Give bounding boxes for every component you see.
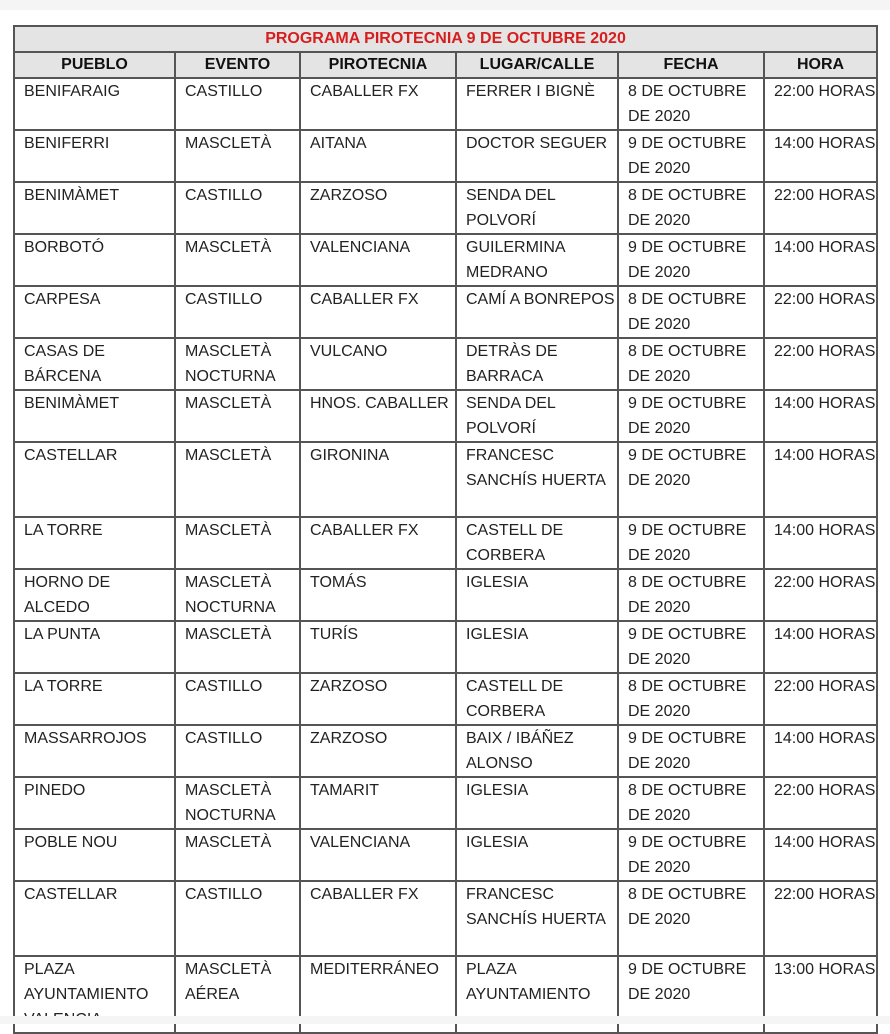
table-row xyxy=(14,517,877,569)
cell-pirotecnia: CABALLER FX xyxy=(300,881,456,956)
cell-evento: CASTILLO xyxy=(175,881,300,956)
cell-pirotecnia: VALENCIANA xyxy=(300,234,456,286)
cell-fecha: 8 DE OCTUBRE DE 2020 xyxy=(618,78,764,130)
table-row xyxy=(14,234,877,286)
cell-pirotecnia: GIRONINA xyxy=(300,442,456,517)
cell-evento: CASTILLO xyxy=(175,286,300,338)
cell-pirotecnia: AITANA xyxy=(300,130,456,182)
cell-pueblo: BENIMÀMET xyxy=(14,390,175,442)
cell-hora: 22:00 HORAS xyxy=(764,569,877,621)
table-row xyxy=(14,286,877,338)
cell-fecha: 9 DE OCTUBRE DE 2020 xyxy=(618,956,764,1033)
table-row xyxy=(14,390,877,442)
cell-pueblo: BENIFARAIG xyxy=(14,78,175,130)
cell-fecha: 8 DE OCTUBRE DE 2020 xyxy=(618,286,764,338)
cell-pueblo: MASSARROJOS xyxy=(14,725,175,777)
cell-hora: 14:00 HORAS xyxy=(764,829,877,881)
cell-evento: MASCLETÀ xyxy=(175,390,300,442)
table-title: PROGRAMA PIROTECNIA 9 DE OCTUBRE 2020 xyxy=(14,26,877,52)
cell-evento: MASCLETÀ NOCTURNA xyxy=(175,777,300,829)
cell-lugar: IGLESIA xyxy=(456,777,618,829)
header-row xyxy=(14,52,877,78)
cell-hora: 14:00 HORAS xyxy=(764,390,877,442)
cell-hora: 22:00 HORAS xyxy=(764,338,877,390)
cell-fecha: 8 DE OCTUBRE DE 2020 xyxy=(618,569,764,621)
table-row xyxy=(14,829,877,881)
cell-pirotecnia: ZARZOSO xyxy=(300,673,456,725)
cell-fecha: 8 DE OCTUBRE DE 2020 xyxy=(618,338,764,390)
cell-lugar: FRANCESC SANCHÍS HUERTA xyxy=(456,881,618,956)
cell-lugar: SENDA DEL POLVORÍ xyxy=(456,390,618,442)
cell-pueblo: LA PUNTA xyxy=(14,621,175,673)
cell-hora: 22:00 HORAS xyxy=(764,881,877,956)
cell-pueblo: HORNO DE ALCEDO xyxy=(14,569,175,621)
cell-pueblo: LA TORRE xyxy=(14,517,175,569)
cell-hora: 14:00 HORAS xyxy=(764,725,877,777)
cell-pirotecnia: CABALLER FX xyxy=(300,78,456,130)
cell-evento: MASCLETÀ NOCTURNA xyxy=(175,338,300,390)
cell-evento: MASCLETÀ xyxy=(175,130,300,182)
fireworks-schedule-table xyxy=(13,25,878,1034)
cell-pirotecnia: ZARZOSO xyxy=(300,182,456,234)
table-row xyxy=(14,673,877,725)
column-header-evento: EVENTO xyxy=(175,52,300,78)
cell-fecha: 8 DE OCTUBRE DE 2020 xyxy=(618,777,764,829)
cell-pueblo: PINEDO xyxy=(14,777,175,829)
cell-evento: CASTILLO xyxy=(175,725,300,777)
column-header-pueblo: PUEBLO xyxy=(14,52,175,78)
table-row xyxy=(14,569,877,621)
column-header-pirotecnia: PIROTECNIA xyxy=(300,52,456,78)
cell-evento: MASCLETÀ xyxy=(175,829,300,881)
cell-fecha: 9 DE OCTUBRE DE 2020 xyxy=(618,621,764,673)
cell-hora: 14:00 HORAS xyxy=(764,234,877,286)
bottom-margin xyxy=(0,1016,890,1024)
cell-evento: MASCLETÀ xyxy=(175,234,300,286)
cell-fecha: 8 DE OCTUBRE DE 2020 xyxy=(618,673,764,725)
cell-lugar: CASTELL DE CORBERA xyxy=(456,517,618,569)
table-row xyxy=(14,881,877,956)
cell-evento: MASCLETÀ NOCTURNA xyxy=(175,569,300,621)
cell-pueblo: POBLE NOU xyxy=(14,829,175,881)
cell-pueblo: LA TORRE xyxy=(14,673,175,725)
cell-evento: MASCLETÀ xyxy=(175,517,300,569)
cell-pirotecnia: MEDITERRÁNEO xyxy=(300,956,456,1033)
cell-evento: CASTILLO xyxy=(175,78,300,130)
cell-fecha: 9 DE OCTUBRE DE 2020 xyxy=(618,442,764,517)
cell-pirotecnia: TAMARIT xyxy=(300,777,456,829)
cell-fecha: 9 DE OCTUBRE DE 2020 xyxy=(618,130,764,182)
column-header-hora: HORA xyxy=(764,52,877,78)
cell-fecha: 9 DE OCTUBRE DE 2020 xyxy=(618,234,764,286)
cell-hora: 22:00 HORAS xyxy=(764,286,877,338)
cell-pirotecnia: ZARZOSO xyxy=(300,725,456,777)
cell-pueblo: CARPESA xyxy=(14,286,175,338)
table-row xyxy=(14,78,877,130)
cell-lugar: SENDA DEL POLVORÍ xyxy=(456,182,618,234)
cell-evento: MASCLETÀ AÉREA xyxy=(175,956,300,1033)
cell-lugar: IGLESIA xyxy=(456,621,618,673)
cell-hora: 22:00 HORAS xyxy=(764,78,877,130)
table-row xyxy=(14,621,877,673)
cell-evento: MASCLETÀ xyxy=(175,621,300,673)
cell-fecha: 8 DE OCTUBRE DE 2020 xyxy=(618,881,764,956)
cell-pueblo: CASTELLAR xyxy=(14,881,175,956)
cell-evento: MASCLETÀ xyxy=(175,442,300,517)
cell-pirotecnia: HNOS. CABALLER xyxy=(300,390,456,442)
cell-pueblo: CASTELLAR xyxy=(14,442,175,517)
cell-lugar: IGLESIA xyxy=(456,569,618,621)
table-row xyxy=(14,442,877,517)
cell-pirotecnia: TURÍS xyxy=(300,621,456,673)
cell-fecha: 9 DE OCTUBRE DE 2020 xyxy=(618,517,764,569)
cell-hora: 22:00 HORAS xyxy=(764,182,877,234)
column-header-fecha: FECHA xyxy=(618,52,764,78)
cell-evento: CASTILLO xyxy=(175,182,300,234)
cell-lugar: FRANCESC SANCHÍS HUERTA xyxy=(456,442,618,517)
cell-pirotecnia: VULCANO xyxy=(300,338,456,390)
cell-lugar: IGLESIA xyxy=(456,829,618,881)
cell-lugar: FERRER I BIGNÈ xyxy=(456,78,618,130)
cell-hora: 14:00 HORAS xyxy=(764,442,877,517)
cell-pueblo: BORBOTÓ xyxy=(14,234,175,286)
table-row xyxy=(14,338,877,390)
cell-lugar: DOCTOR SEGUER xyxy=(456,130,618,182)
cell-hora: 14:00 HORAS xyxy=(764,621,877,673)
cell-lugar: BAIX / IBÁÑEZ ALONSO xyxy=(456,725,618,777)
cell-pirotecnia: TOMÁS xyxy=(300,569,456,621)
table-row xyxy=(14,182,877,234)
cell-hora: 13:00 HORAS xyxy=(764,956,877,1033)
table-row xyxy=(14,130,877,182)
cell-pueblo: BENIMÀMET xyxy=(14,182,175,234)
cell-lugar: DETRÀS DE BARRACA xyxy=(456,338,618,390)
cell-pueblo: CASAS DE BÁRCENA xyxy=(14,338,175,390)
top-margin xyxy=(0,0,890,10)
table-row xyxy=(14,777,877,829)
cell-evento: CASTILLO xyxy=(175,673,300,725)
cell-hora: 22:00 HORAS xyxy=(764,673,877,725)
cell-pueblo: BENIFERRI xyxy=(14,130,175,182)
cell-fecha: 9 DE OCTUBRE DE 2020 xyxy=(618,390,764,442)
table-row xyxy=(14,725,877,777)
cell-lugar: CASTELL DE CORBERA xyxy=(456,673,618,725)
cell-lugar: GUILERMINA MEDRANO xyxy=(456,234,618,286)
cell-fecha: 9 DE OCTUBRE DE 2020 xyxy=(618,829,764,881)
cell-fecha: 8 DE OCTUBRE DE 2020 xyxy=(618,182,764,234)
cell-hora: 14:00 HORAS xyxy=(764,517,877,569)
column-header-lugar: LUGAR/CALLE xyxy=(456,52,618,78)
cell-hora: 22:00 HORAS xyxy=(764,777,877,829)
cell-hora: 14:00 HORAS xyxy=(764,130,877,182)
cell-fecha: 9 DE OCTUBRE DE 2020 xyxy=(618,725,764,777)
cell-lugar: PLAZA AYUNTAMIENTO xyxy=(456,956,618,1033)
cell-pirotecnia: CABALLER FX xyxy=(300,517,456,569)
cell-pirotecnia: VALENCIANA xyxy=(300,829,456,881)
cell-lugar: CAMÍ A BONREPOS xyxy=(456,286,618,338)
cell-pueblo: PLAZA AYUNTAMIENTO xyxy=(14,956,175,1033)
cell-pirotecnia: CABALLER FX xyxy=(300,286,456,338)
title-row xyxy=(14,26,877,52)
